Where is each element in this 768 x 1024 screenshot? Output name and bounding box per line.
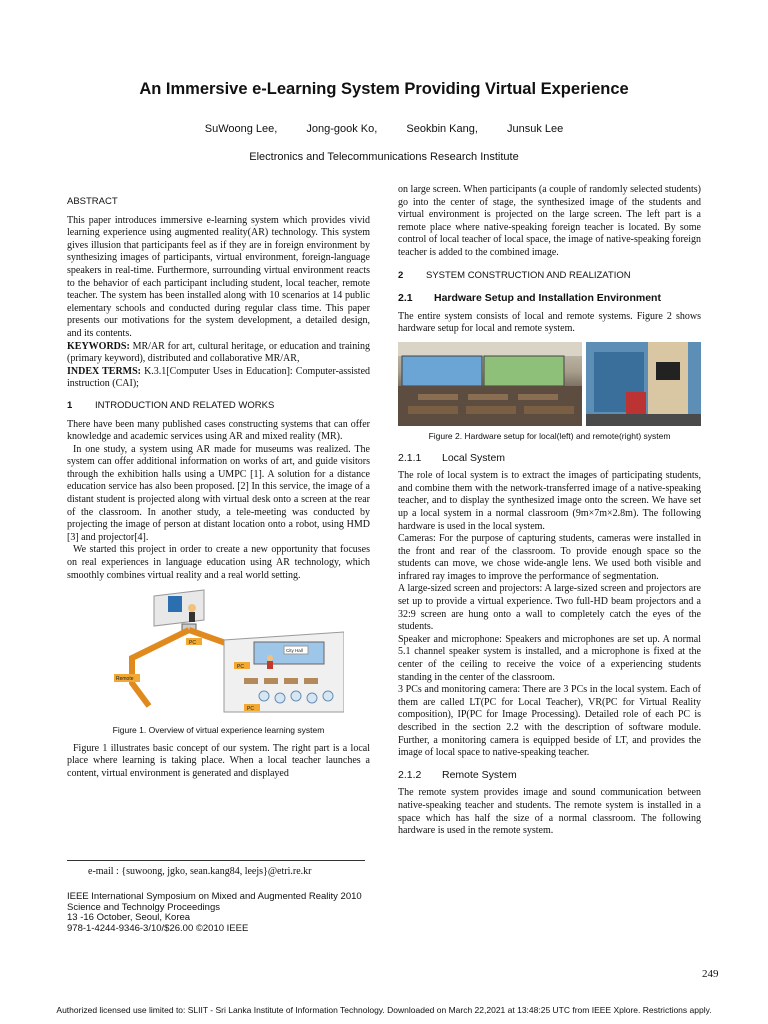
remote-teacher [188, 604, 196, 612]
subsubsection-heading [398, 769, 701, 782]
student-head [275, 693, 285, 703]
paragraph: In one study, a system using AR made for museums was realized. The system can offer additional information on works of art, and guide visitors through the exhibition halls using a UMPC [1]. A solution for a distance education service has also been proposed. [2] In this service, the image of a distant student is projected along with virtual desk onto a screen at the rear of the classroom. In another study, a tele-meeting was conducted by projecting the image of person at distant location onto a robot, using HMD [3] and projector[4]. [67, 443, 370, 543]
desk [264, 678, 278, 684]
network-line [132, 630, 189, 706]
paragraph: A large-sized screen and projectors: A large-sized screen and projectors are set up to provide a virtual experience. Two full-HD beam projectors and a 32:9 screen are hung onto a wall to completely catch the eyes of the students. [398, 583, 701, 633]
left-column [67, 196, 370, 781]
desk [284, 678, 298, 684]
paragraph: The role of local system is to extract the images of participating students, and combine them with the network-transferred image of a native-speaking teacher, and to display the synthesized image onto the screen. We have set up a local system in a normal classroom (9m×7m×2.8m). The following hardware is used in the local system. [398, 470, 701, 532]
pc-label: PC [246, 706, 254, 713]
author-name: Junsuk Lee [507, 123, 564, 135]
figure-1-caption: Figure 1. Overview of virtual experience learning system [112, 725, 325, 736]
section-heading [67, 400, 370, 413]
paragraph: We started this project in order to create a new opportunity that focuses on real experiences in language education using AR technology, which smoothly combines virtual reality and a real world setting. [67, 544, 370, 581]
student-figure [267, 655, 273, 661]
paper-title: An Immersive e-Learning System Providing Virtual Experience [139, 80, 629, 98]
subsubsection-heading [398, 452, 701, 465]
conference-info [67, 892, 362, 934]
paragraph: There have been many published cases constructing systems that can offer knowledge and academic services using AR and mixed reality (MR). [67, 418, 370, 443]
desk [304, 678, 318, 684]
section-number: 1 [67, 399, 73, 411]
author-name: Seokbin Kang, [406, 123, 478, 135]
conference-line: 13 -16 October, Seoul, Korea [67, 912, 191, 924]
figure-2-caption: Figure 2. Hardware setup for local(left) and remote(right) system [428, 430, 671, 441]
paragraph: The entire system consists of local and remote systems. Figure 2 shows hardware setup for local and remote system. [398, 310, 701, 335]
email-footnote: e-mail : {suwoong, jgko, sean.kang84, leejs}@etri.re.kr [88, 866, 312, 877]
author-name: SuWoong Lee, [204, 123, 278, 135]
student-head [259, 691, 269, 701]
keywords [67, 341, 370, 366]
subsection-heading [398, 292, 701, 305]
student-head [291, 691, 301, 701]
subsubsection-number: 2.1.1 [398, 451, 422, 464]
local-classroom-scene [398, 342, 582, 426]
right-column [398, 184, 701, 838]
figure-1-illustration [94, 588, 344, 720]
subsection-number: 2.1 [398, 292, 413, 305]
index-terms-label: INDEX TERMS: [67, 365, 142, 377]
section-number: 2 [398, 269, 404, 281]
paragraph: Figure 1 illustrates basic concept of our system. The right part is a local place where learning is taking place. When a local teacher launches a content, virtual environment is generated and displayed [67, 742, 370, 779]
author-list [0, 123, 768, 135]
index-terms-text: K.3.1[Computer Uses in Education]: Computer-assisted instruction (CAI); [67, 365, 371, 390]
section-title: SYSTEM CONSTRUCTION AND REALIZATION [426, 269, 631, 281]
conference-line: Science and Technolgy Proceedings [67, 901, 220, 913]
affiliation: Electronics and Telecommunications Research Institute [249, 151, 519, 163]
section-title: INTRODUCTION AND RELATED WORKS [95, 399, 275, 411]
subsection-title: Hardware Setup and Installation Environment [434, 292, 661, 305]
remote-label: Remote [115, 676, 134, 683]
paragraph: Speaker and microphone: Speakers and microphones are set up. A normal 5.1 channel speaker system is installed, and a microphone is fixed at the center of the ceiling to receive the voice of a experiencing students standing in the center of the classroom. [398, 633, 701, 683]
remote-screen [168, 596, 182, 612]
subsubsection-number: 2.1.2 [398, 768, 422, 781]
subsubsection-title: Local System [442, 451, 506, 464]
section-heading [398, 270, 701, 283]
footnote-rule [67, 860, 365, 861]
paragraph: 3 PCs and monitoring camera: There are 3 PCs in the local system. Each of them are called LT(PC for Local Teacher), VR(PC for Virtual Reality composition), IP(PC for Image Processing). Detailed role of each PC is described in the section 2.2 with the description of software module. Further, a monitoring camera is equipped beside of LT, and provides the image of local space to native-speaking teacher. [398, 684, 701, 759]
student-head [323, 691, 333, 701]
system-overview-diagram [94, 588, 344, 720]
conference-line: 978-1-4244-9346-3/10/$26.00 ©2010 IEEE [67, 922, 249, 934]
figure-2-photos [398, 342, 701, 426]
author-name: Jong-gook Ko, [306, 123, 378, 135]
local-classroom-photo [398, 342, 582, 426]
abstract-body: This paper introduces immersive e-learning system which provides vivid learning experience using augmented reality(AR) technology. This system gives illusion that participants feel as if they are in foreign environment by synthesizing images of participants, virtual environment, foreign-language speakers in real-time. Furthermore, surrounding virtual environment reacts to the behavior of each participant including student, local teacher, remote teacher. The system has been installed along with 10 scenarios at 14 public elementary schools and conducted during regular class time. This paper presents our motivations for the system development, a detailed design, and its contents. [67, 214, 370, 339]
paragraph: Cameras: For the purpose of capturing students, cameras were installed in the front and rear of the classroom. To provide enough space so the students can move, we chose wide-angle lens. We used both visible and infrared ray images to improve the performance of segmentation. [398, 533, 701, 582]
keywords-text: MR/AR for art, cultural heritage, or education and training (primary keyword), distributed and collaborative MR/AR, [67, 340, 370, 365]
student-head [307, 693, 317, 703]
keywords-label: KEYWORDS: [67, 340, 130, 352]
student-body [267, 661, 273, 669]
pc-label: PC [236, 664, 244, 671]
page-number: 249 [702, 968, 719, 980]
remote-room-photo [586, 342, 701, 426]
paragraph: on large screen. When participants (a couple of randomly selected students) go into the center of stage, the synthesized image of the students and virtual environment is projected on the large screen. The left part is a remote place where native-speaking foreign teacher is located. By some control of local teacher of local space, the image of native-speaking foreign teacher is added to the combined image. [398, 184, 701, 258]
pc-label: PC [188, 640, 196, 647]
index-terms [67, 366, 370, 391]
paragraph: The remote system provides image and sound communication between native-speaking teacher and students. The remote system is installed in a space which has half the size of a normal classroom. The following hardware is used in the remote system. [398, 787, 701, 837]
authorization-notice: Authorized licensed use limited to: SLIIT - Sri Lanka Institute of Information Technology. Downloaded on March 22,2021 at 13:48:25 UTC from IEEE Xplore. Restrictions apply. [56, 1005, 712, 1015]
city-hall-label: City Hall [285, 648, 303, 654]
conference-line: IEEE International Symposium on Mixed and Augmented Reality 2010 [67, 891, 362, 902]
abstract-heading: ABSTRACT [67, 196, 118, 207]
subsubsection-title: Remote System [442, 768, 517, 781]
desk [244, 678, 258, 684]
remote-room-scene [586, 342, 701, 426]
remote-teacher-body [189, 612, 195, 622]
